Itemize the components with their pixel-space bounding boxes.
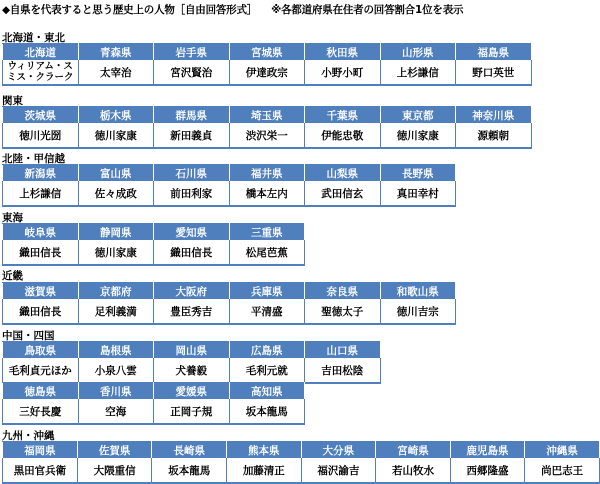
- person-name: 橋本左内: [229, 181, 305, 206]
- pref-name: 富山県: [78, 165, 154, 182]
- pref-name: 山形県: [380, 44, 456, 61]
- pref-header-row: [3, 165, 456, 182]
- pref-name: 和歌山県: [380, 283, 456, 300]
- person-name: 小野小町: [305, 60, 381, 85]
- person-name: 織田信長: [154, 240, 230, 265]
- person-name: 三好長慶: [3, 399, 79, 424]
- person-name: 若山牧水: [376, 458, 451, 483]
- pref-name: 福井県: [229, 165, 305, 182]
- person-name: 小泉八雲: [78, 358, 154, 383]
- pref-name: 茨城県: [3, 107, 79, 124]
- person-row: [3, 60, 532, 85]
- pref-name: 長崎県: [152, 442, 227, 459]
- pref-name: 山口県: [305, 342, 381, 359]
- person-name: 聖徳太子: [305, 299, 381, 324]
- person-name: 足利義満: [78, 299, 154, 324]
- person-name: 尚巴志王: [525, 458, 600, 483]
- person-name: 真田幸村: [380, 181, 456, 206]
- pref-name: 広島県: [229, 342, 305, 359]
- pref-name: 埼玉県: [229, 107, 305, 124]
- person-name: ウィリアム・スミス・クラーク: [3, 60, 79, 85]
- pref-name: 長野県: [380, 165, 456, 182]
- person-name: 佐々成政: [78, 181, 154, 206]
- person-name: 毛利貞元ほか: [3, 358, 79, 383]
- pref-name: 北海道: [3, 44, 79, 61]
- region-label-hokuriku-koshinetsu: 北陸・甲信越: [2, 153, 65, 165]
- region-label-kinki: 近畿: [2, 270, 23, 282]
- person-row: [3, 399, 305, 424]
- region-table-tokai: [2, 223, 305, 266]
- pref-name: 兵庫県: [229, 283, 305, 300]
- person-row: [3, 358, 381, 383]
- person-name: 空海: [78, 399, 154, 424]
- person-name: 源頼朝: [456, 123, 532, 148]
- pref-name: 岡山県: [154, 342, 230, 359]
- person-name: 加藤清正: [227, 458, 302, 483]
- pref-name: 大阪府: [154, 283, 230, 300]
- pref-name: 群馬県: [154, 107, 230, 124]
- pref-name: 石川県: [154, 165, 230, 182]
- pref-name: 秋田県: [305, 44, 381, 61]
- person-name: 松尾芭蕉: [229, 240, 305, 265]
- person-row: [3, 458, 600, 483]
- person-name: 徳川吉宗: [380, 299, 456, 324]
- pref-header-row: [3, 44, 532, 61]
- person-row: [3, 299, 456, 324]
- person-name: 豊臣秀吉: [154, 299, 230, 324]
- pref-name: 岐阜県: [3, 224, 79, 241]
- person-row: [3, 240, 305, 265]
- pref-name: 福島県: [456, 44, 532, 61]
- person-name: 織田信長: [3, 240, 79, 265]
- pref-name: 奈良県: [305, 283, 381, 300]
- person-name: 徳川家康: [78, 240, 154, 265]
- person-name: 徳川光圀: [3, 123, 79, 148]
- person-name: 伊能忠敬: [305, 123, 381, 148]
- pref-header-row: [3, 224, 305, 241]
- pref-name: 静岡県: [78, 224, 154, 241]
- pref-name: 大分県: [301, 442, 376, 459]
- pref-name: 青森県: [78, 44, 154, 61]
- person-name: 宮沢賢治: [154, 60, 230, 85]
- pref-name: 三重県: [229, 224, 305, 241]
- pref-name: 滋賀県: [3, 283, 79, 300]
- pref-name: 栃木県: [78, 107, 154, 124]
- pref-name: 福岡県: [3, 442, 78, 459]
- pref-name: 高知県: [229, 383, 305, 400]
- person-name: 毛利元就: [229, 358, 305, 383]
- pref-name: 熊本県: [227, 442, 302, 459]
- region-table-kinki: [2, 282, 456, 325]
- region-table-hokuriku-koshinetsu: [2, 164, 456, 207]
- person-row: [3, 123, 532, 148]
- person-name: 犬養毅: [154, 358, 230, 383]
- pref-header-row: [3, 283, 456, 300]
- pref-name: 京都府: [78, 283, 154, 300]
- person-name: 徳川家康: [380, 123, 456, 148]
- person-name: 上杉謙信: [380, 60, 456, 85]
- pref-name: 宮崎県: [376, 442, 451, 459]
- pref-name: 新潟県: [3, 165, 79, 182]
- region-label-hokkaido-tohoku: 北海道・東北: [2, 32, 65, 44]
- region-table-shikoku: [2, 382, 305, 425]
- pref-name: 愛媛県: [154, 383, 230, 400]
- title-note: ※各都道府県在住者の回答割合1位を表示: [271, 4, 464, 16]
- pref-name: 神奈川県: [456, 107, 532, 124]
- pref-name: 鳥取県: [3, 342, 79, 359]
- region-label-kyushu-okinawa: 九州・沖縄: [2, 430, 55, 442]
- pref-name: 東京都: [380, 107, 456, 124]
- pref-header-row: [3, 342, 381, 359]
- person-name: 上杉謙信: [3, 181, 79, 206]
- region-label-chugoku-shikoku: 中国・四国: [2, 330, 55, 342]
- person-name: 大隈重信: [77, 458, 152, 483]
- pref-name: 千葉県: [305, 107, 381, 124]
- person-name: 織田信長: [3, 299, 79, 324]
- person-name: 前田利家: [154, 181, 230, 206]
- person-name: 黒田官兵衛: [3, 458, 78, 483]
- person-name: 野口英世: [456, 60, 532, 85]
- region-label-tokai: 東海: [2, 212, 23, 224]
- pref-name: 佐賀県: [77, 442, 152, 459]
- person-name: 徳川家康: [78, 123, 154, 148]
- person-name: 平清盛: [229, 299, 305, 324]
- pref-name: 宮城県: [229, 44, 305, 61]
- pref-name: 島根県: [78, 342, 154, 359]
- pref-name: 香川県: [78, 383, 154, 400]
- pref-name: 鹿児島県: [450, 442, 525, 459]
- region-table-kanto: [2, 106, 532, 149]
- page-title: [2, 2, 463, 17]
- pref-name: 沖縄県: [525, 442, 600, 459]
- pref-header-row: [3, 383, 305, 400]
- person-name: 福沢諭吉: [301, 458, 376, 483]
- pref-header-row: [3, 442, 600, 459]
- person-name: 渋沢栄一: [229, 123, 305, 148]
- person-name: 坂本龍馬: [229, 399, 305, 424]
- person-name: 伊達政宗: [229, 60, 305, 85]
- region-label-kanto: 関東: [2, 95, 23, 107]
- pref-name: 岩手県: [154, 44, 230, 61]
- title-text: ◆自県を代表すると思う歴史上の人物［自由回答形式］: [2, 4, 258, 16]
- person-name: 坂本龍馬: [152, 458, 227, 483]
- region-table-chugoku: [2, 341, 381, 384]
- person-name: 武田信玄: [305, 181, 381, 206]
- person-name: 吉田松陰: [305, 358, 381, 383]
- pref-header-row: [3, 107, 532, 124]
- person-name: 新田義貞: [154, 123, 230, 148]
- person-name: 西郷隆盛: [450, 458, 525, 483]
- person-name: 太宰治: [78, 60, 154, 85]
- pref-name: 愛知県: [154, 224, 230, 241]
- region-table-kyushu-okinawa: [2, 441, 600, 484]
- pref-name: 徳島県: [3, 383, 79, 400]
- person-row: [3, 181, 456, 206]
- pref-name: 山梨県: [305, 165, 381, 182]
- region-table-hokkaido-tohoku: [2, 43, 532, 86]
- person-name: 正岡子規: [154, 399, 230, 424]
